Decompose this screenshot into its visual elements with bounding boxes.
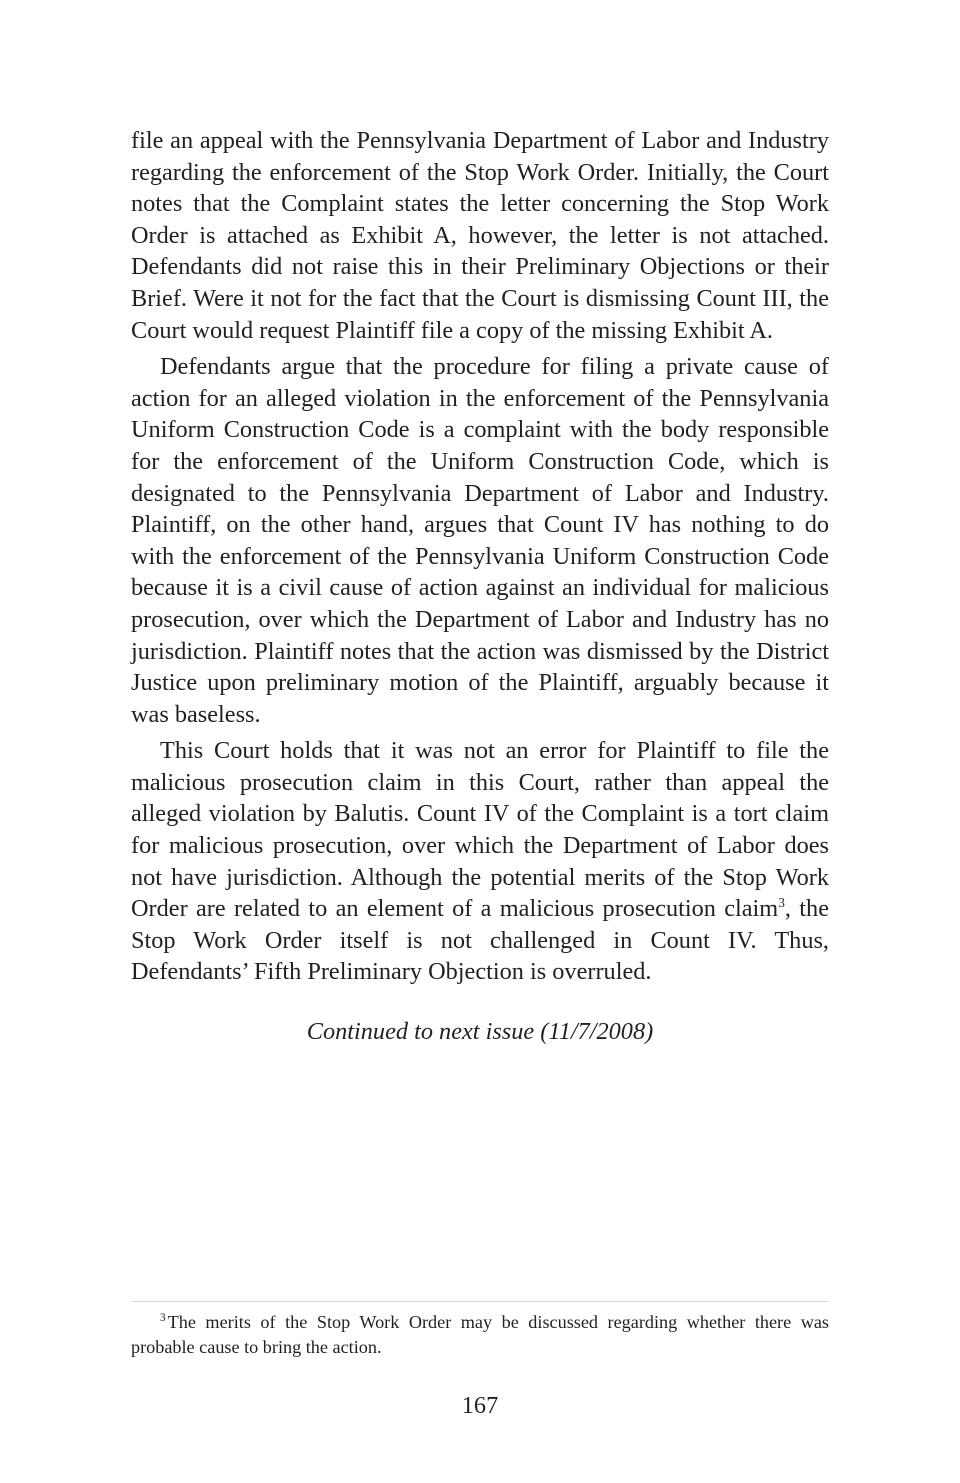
footnote-divider: [131, 1301, 829, 1302]
page-body: [131, 125, 829, 988]
paragraph-defendants-argument: Defendants argue that the procedure for filing a private cause of action for an alleged violation in the enforcement of the Pennsylvania Uniform Construction Code is a complaint with the body responsible for the enforcement of the Uniform Construction Code, which is designated to the Pennsylvania Department of Labor and Industry. Plaintiff, on the other hand, argues that Count IV has nothing to do with the enforcement of the Pennsylvania Uniform Construction Code because it is a civil cause of action against an individual for malicious prosecution, over which the Department of Labor and Industry has no jurisdiction. Plaintiff notes that the action was dismissed by the District Justice upon preliminary motion of the Plaintiff, arguably because it was baseless.: [131, 353, 829, 728]
holding-text-after-note: , the Stop Work Order itself is not challenged in Count IV. Thus, Defendants’ Fifth Preliminary Objection is overruled.: [131, 895, 829, 986]
footnote: [131, 1310, 829, 1360]
paragraph-continuation: file an appeal with the Pennsylvania Department of Labor and Industry regarding the enforcement of the Stop Work Order. Initially, the Court notes that the Complaint states the letter concerning the Stop Work Order is attached as Exhibit A, however, the letter is not attached. Defendants did not raise this in their Preliminary Objections or their Brief. Were it not for the fact that the Court is dismissing Count III, the Court would request Plaintiff file a copy of the missing Exhibit A.: [131, 127, 829, 344]
footnote-text: The merits of the Stop Work Order may be discussed regarding whether there was probable cause to bring the action.: [131, 1312, 829, 1357]
page-number: 167: [461, 1392, 499, 1419]
footnote-reference[interactable]: 3: [778, 895, 785, 911]
holding-text-before-note: This Court holds that it was not an error for Plaintiff to file the malicious prosecution claim in this Court, rather than appeal the alleged violation by Balutis. Count IV of the Complaint is a tort claim for malicious prosecution, over which the Department of Labor does not have jurisdiction. Although the potential merits of the Stop Work Order are related to an element of a malicious prosecution claim: [131, 737, 829, 923]
footnote-marker: 3: [160, 1311, 166, 1324]
continued-note: Continued to next issue (11/7/2008): [306, 1018, 654, 1045]
paragraph-court-holding: [131, 735, 829, 988]
